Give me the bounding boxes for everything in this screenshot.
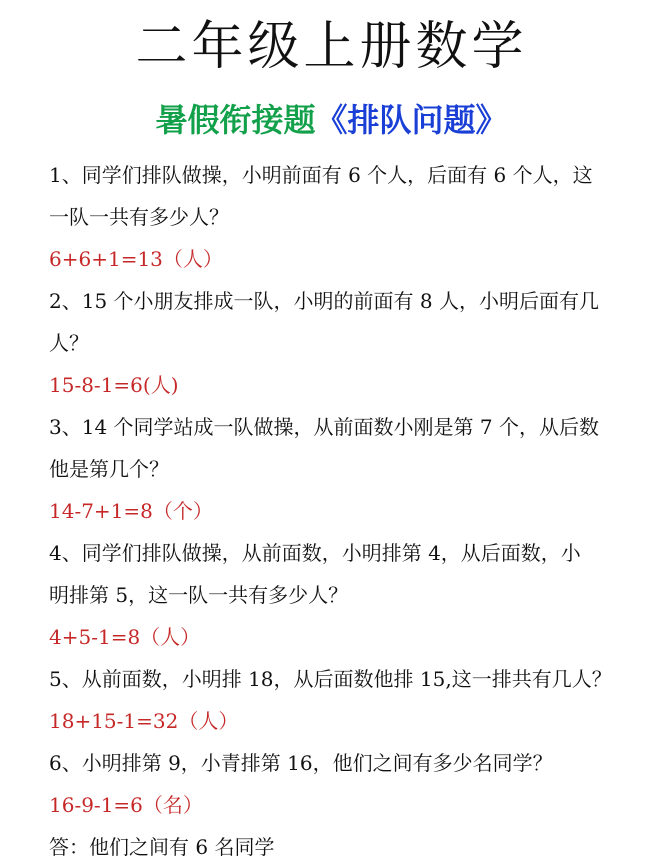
question-5-line-1: 5、从前面数，小明排 18，从后面数他排 15,这一排共有几人？ [49, 667, 612, 691]
answer-5: 18+15-1=32（人） [49, 709, 239, 733]
question-3-line-2: 他是第几个？ [49, 457, 169, 481]
question-3-line-1: 3、14 个同学站成一队做操，从前面数小刚是第 7 个，从后数 [49, 415, 599, 439]
final-answer-statement: 答：他们之间有 6 名同学 [49, 835, 275, 859]
question-4-line-2: 明排第 5，这一队一共有多少人？ [49, 583, 349, 607]
question-6-line-1: 6、小明排第 9，小青排第 16，他们之间有多少名同学？ [49, 751, 553, 775]
question-1-line-1: 1、同学们排队做操，小明前面有 6 个人，后面有 6 个人，这 [49, 163, 593, 187]
answer-2: 15-8-1=6(人) [49, 373, 179, 397]
subtitle-problem-type: 《排队问题》 [315, 101, 508, 139]
subtitle-topic: 暑假衔接题 [155, 101, 316, 139]
question-2-line-1: 2、15 个小朋友排成一队，小明的前面有 8 人，小明后面有几 [49, 289, 599, 313]
question-1-line-2: 一队一共有多少人？ [49, 205, 229, 229]
answer-1: 6+6+1=13（人） [49, 247, 223, 271]
page-subtitle [0, 96, 663, 144]
problem-list [49, 154, 621, 868]
question-4-line-1: 4、同学们排队做操，从前面数，小明排第 4，从后面数，小 [49, 541, 581, 565]
question-2-line-2: 人？ [49, 331, 89, 355]
page-title: 二年级上册数学 [135, 17, 528, 77]
answer-4: 4+5-1=8（人） [49, 625, 201, 649]
answer-6: 16-9-1=6（名） [49, 793, 203, 817]
answer-3: 14-7+1=8（个） [49, 499, 213, 523]
